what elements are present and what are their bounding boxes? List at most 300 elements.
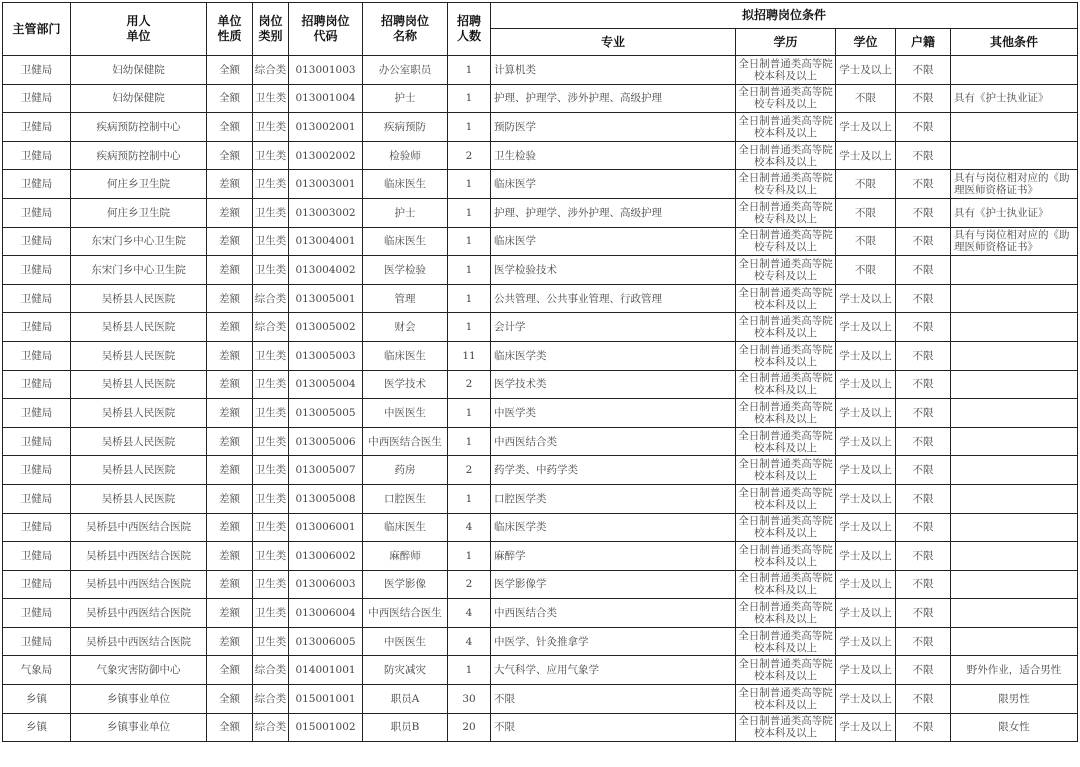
cell-dept: 卫健局 [3, 513, 71, 542]
header-unit: 用人 单位 [71, 3, 207, 56]
cell-dept: 卫健局 [3, 56, 71, 85]
cell-major: 卫生检验 [491, 141, 736, 170]
header-conditions: 拟招聘岗位条件 [491, 3, 1078, 29]
cell-major: 中西医结合类 [491, 599, 736, 628]
table-row [3, 513, 1078, 542]
table-row [3, 599, 1078, 628]
table-row [3, 284, 1078, 313]
cell-count: 1 [448, 84, 491, 113]
cell-position: 临床医生 [363, 170, 448, 199]
cell-category: 卫生类 [253, 456, 289, 485]
cell-degree: 不限 [836, 256, 896, 285]
cell-other [951, 427, 1078, 456]
cell-hukou: 不限 [896, 84, 951, 113]
cell-major: 护理、护理学、涉外护理、高级护理 [491, 84, 736, 113]
cell-dept: 卫健局 [3, 170, 71, 199]
cell-count: 1 [448, 227, 491, 256]
cell-degree: 学士及以上 [836, 313, 896, 342]
cell-unit: 乡镇事业单位 [71, 713, 207, 742]
cell-education: 全日制普通类高等院校本科及以上 [736, 456, 836, 485]
cell-position: 中西医结合医生 [363, 599, 448, 628]
cell-major: 临床医学类 [491, 513, 736, 542]
header-name: 招聘岗位 名称 [363, 3, 448, 56]
cell-count: 2 [448, 456, 491, 485]
header-dept: 主管部门 [3, 3, 71, 56]
cell-category: 卫生类 [253, 170, 289, 199]
cell-count: 2 [448, 141, 491, 170]
cell-count: 1 [448, 656, 491, 685]
cell-degree: 学士及以上 [836, 456, 896, 485]
cell-other [951, 341, 1078, 370]
table-row [3, 341, 1078, 370]
cell-education: 全日制普通类高等院校专科及以上 [736, 170, 836, 199]
cell-degree: 学士及以上 [836, 427, 896, 456]
cell-code: 013003002 [289, 198, 363, 227]
cell-unit: 吴桥县人民医院 [71, 313, 207, 342]
cell-category: 卫生类 [253, 84, 289, 113]
cell-degree: 学士及以上 [836, 113, 896, 142]
cell-category: 综合类 [253, 685, 289, 714]
cell-nature: 差额 [207, 256, 253, 285]
cell-other [951, 484, 1078, 513]
cell-major: 会计学 [491, 313, 736, 342]
cell-major: 医学技术类 [491, 370, 736, 399]
cell-unit: 吴桥县人民医院 [71, 427, 207, 456]
cell-major: 口腔医学类 [491, 484, 736, 513]
table-row [3, 370, 1078, 399]
cell-hukou: 不限 [896, 427, 951, 456]
header-major: 专业 [491, 29, 736, 56]
cell-unit: 妇幼保健院 [71, 56, 207, 85]
cell-education: 全日制普通类高等院校专科及以上 [736, 198, 836, 227]
cell-position: 防灾减灾 [363, 656, 448, 685]
cell-nature: 差额 [207, 542, 253, 571]
cell-dept: 乡镇 [3, 713, 71, 742]
cell-education: 全日制普通类高等院校本科及以上 [736, 656, 836, 685]
cell-degree: 学士及以上 [836, 570, 896, 599]
cell-category: 卫生类 [253, 484, 289, 513]
cell-position: 药房 [363, 456, 448, 485]
cell-position: 办公室职员 [363, 56, 448, 85]
cell-education: 全日制普通类高等院校本科及以上 [736, 627, 836, 656]
cell-category: 综合类 [253, 56, 289, 85]
cell-nature: 差额 [207, 170, 253, 199]
cell-other [951, 399, 1078, 428]
cell-dept: 卫健局 [3, 627, 71, 656]
cell-unit: 乡镇事业单位 [71, 685, 207, 714]
cell-dept: 卫健局 [3, 313, 71, 342]
cell-education: 全日制普通类高等院校本科及以上 [736, 399, 836, 428]
table-row [3, 656, 1078, 685]
cell-degree: 学士及以上 [836, 284, 896, 313]
cell-education: 全日制普通类高等院校本科及以上 [736, 56, 836, 85]
cell-position: 检验师 [363, 141, 448, 170]
cell-major: 大气科学、应用气象学 [491, 656, 736, 685]
cell-unit: 何庄乡卫生院 [71, 170, 207, 199]
cell-unit: 疾病预防控制中心 [71, 113, 207, 142]
cell-hukou: 不限 [896, 513, 951, 542]
cell-count: 1 [448, 399, 491, 428]
cell-degree: 学士及以上 [836, 713, 896, 742]
cell-dept: 卫健局 [3, 370, 71, 399]
cell-other [951, 141, 1078, 170]
cell-dept: 卫健局 [3, 227, 71, 256]
cell-nature: 差额 [207, 484, 253, 513]
cell-major: 临床医学 [491, 170, 736, 199]
cell-major: 临床医学 [491, 227, 736, 256]
cell-count: 1 [448, 313, 491, 342]
cell-count: 20 [448, 713, 491, 742]
cell-category: 卫生类 [253, 570, 289, 599]
cell-other [951, 370, 1078, 399]
table-row [3, 113, 1078, 142]
cell-position: 中医医生 [363, 399, 448, 428]
cell-count: 30 [448, 685, 491, 714]
cell-category: 综合类 [253, 656, 289, 685]
cell-other [951, 284, 1078, 313]
cell-hukou: 不限 [896, 370, 951, 399]
recruitment-table [2, 2, 1078, 742]
cell-count: 1 [448, 170, 491, 199]
cell-degree: 不限 [836, 170, 896, 199]
cell-nature: 差额 [207, 627, 253, 656]
cell-code: 013004001 [289, 227, 363, 256]
cell-hukou: 不限 [896, 227, 951, 256]
cell-education: 全日制普通类高等院校本科及以上 [736, 370, 836, 399]
cell-other [951, 513, 1078, 542]
cell-major: 中西医结合类 [491, 427, 736, 456]
cell-other: 具有《护士执业证》 [951, 84, 1078, 113]
cell-degree: 学士及以上 [836, 656, 896, 685]
cell-category: 卫生类 [253, 627, 289, 656]
cell-position: 职员B [363, 713, 448, 742]
cell-other [951, 256, 1078, 285]
cell-education: 全日制普通类高等院校专科及以上 [736, 227, 836, 256]
cell-education: 全日制普通类高等院校本科及以上 [736, 484, 836, 513]
cell-degree: 学士及以上 [836, 542, 896, 571]
cell-count: 2 [448, 370, 491, 399]
cell-code: 013001003 [289, 56, 363, 85]
cell-nature: 全额 [207, 656, 253, 685]
table-row [3, 256, 1078, 285]
cell-unit: 吴桥县人民医院 [71, 370, 207, 399]
cell-other [951, 599, 1078, 628]
cell-position: 护士 [363, 198, 448, 227]
cell-category: 卫生类 [253, 227, 289, 256]
cell-code: 013005002 [289, 313, 363, 342]
cell-degree: 学士及以上 [836, 599, 896, 628]
cell-dept: 卫健局 [3, 256, 71, 285]
header-nature: 单位 性质 [207, 3, 253, 56]
cell-unit: 疾病预防控制中心 [71, 141, 207, 170]
cell-major: 不限 [491, 685, 736, 714]
cell-dept: 卫健局 [3, 542, 71, 571]
cell-hukou: 不限 [896, 341, 951, 370]
cell-education: 全日制普通类高等院校本科及以上 [736, 313, 836, 342]
cell-position: 管理 [363, 284, 448, 313]
cell-category: 卫生类 [253, 198, 289, 227]
header-hukou: 户籍 [896, 29, 951, 56]
cell-position: 护士 [363, 84, 448, 113]
cell-dept: 卫健局 [3, 599, 71, 628]
table-row [3, 198, 1078, 227]
cell-code: 013004002 [289, 256, 363, 285]
cell-category: 卫生类 [253, 370, 289, 399]
cell-degree: 不限 [836, 227, 896, 256]
cell-count: 11 [448, 341, 491, 370]
cell-dept: 卫健局 [3, 399, 71, 428]
cell-count: 1 [448, 427, 491, 456]
cell-dept: 卫健局 [3, 456, 71, 485]
table-row [3, 427, 1078, 456]
cell-degree: 学士及以上 [836, 685, 896, 714]
cell-category: 卫生类 [253, 141, 289, 170]
cell-code: 013002002 [289, 141, 363, 170]
cell-unit: 吴桥县人民医院 [71, 284, 207, 313]
cell-other: 限男性 [951, 685, 1078, 714]
cell-code: 013006001 [289, 513, 363, 542]
cell-code: 013005001 [289, 284, 363, 313]
cell-other [951, 627, 1078, 656]
header-category: 岗位 类别 [253, 3, 289, 56]
header-count: 招聘 人数 [448, 3, 491, 56]
cell-education: 全日制普通类高等院校专科及以上 [736, 84, 836, 113]
cell-hukou: 不限 [896, 113, 951, 142]
cell-nature: 全额 [207, 113, 253, 142]
cell-education: 全日制普通类高等院校本科及以上 [736, 685, 836, 714]
cell-major: 临床医学类 [491, 341, 736, 370]
cell-unit: 吴桥县中西医结合医院 [71, 627, 207, 656]
cell-code: 013002001 [289, 113, 363, 142]
cell-hukou: 不限 [896, 313, 951, 342]
cell-major: 药学类、中药学类 [491, 456, 736, 485]
cell-education: 全日制普通类高等院校本科及以上 [736, 713, 836, 742]
cell-nature: 全额 [207, 56, 253, 85]
cell-position: 医学检验 [363, 256, 448, 285]
cell-hukou: 不限 [896, 713, 951, 742]
table-row [3, 627, 1078, 656]
cell-unit: 东宋门乡中心卫生院 [71, 256, 207, 285]
cell-nature: 差额 [207, 313, 253, 342]
cell-nature: 全额 [207, 84, 253, 113]
cell-dept: 卫健局 [3, 141, 71, 170]
cell-hukou: 不限 [896, 284, 951, 313]
cell-other: 具有与岗位相对应的《助理医师资格证书》 [951, 170, 1078, 199]
cell-position: 麻醉师 [363, 542, 448, 571]
cell-category: 卫生类 [253, 427, 289, 456]
cell-unit: 吴桥县人民医院 [71, 484, 207, 513]
cell-unit: 吴桥县中西医结合医院 [71, 599, 207, 628]
table-row [3, 456, 1078, 485]
cell-code: 015001002 [289, 713, 363, 742]
cell-hukou: 不限 [896, 399, 951, 428]
cell-count: 4 [448, 627, 491, 656]
cell-hukou: 不限 [896, 656, 951, 685]
cell-code: 013005004 [289, 370, 363, 399]
cell-hukou: 不限 [896, 198, 951, 227]
cell-nature: 差额 [207, 399, 253, 428]
cell-count: 4 [448, 599, 491, 628]
cell-position: 职员A [363, 685, 448, 714]
cell-hukou: 不限 [896, 599, 951, 628]
cell-unit: 妇幼保健院 [71, 84, 207, 113]
cell-dept: 卫健局 [3, 284, 71, 313]
cell-count: 1 [448, 284, 491, 313]
table-row [3, 56, 1078, 85]
cell-position: 临床医生 [363, 513, 448, 542]
cell-hukou: 不限 [896, 685, 951, 714]
cell-dept: 卫健局 [3, 341, 71, 370]
cell-major: 护理、护理学、涉外护理、高级护理 [491, 198, 736, 227]
cell-count: 4 [448, 513, 491, 542]
cell-count: 1 [448, 484, 491, 513]
cell-dept: 卫健局 [3, 198, 71, 227]
cell-position: 疾病预防 [363, 113, 448, 142]
table-row [3, 542, 1078, 571]
cell-unit: 吴桥县人民医院 [71, 456, 207, 485]
cell-count: 1 [448, 56, 491, 85]
cell-degree: 学士及以上 [836, 56, 896, 85]
header-row-1 [3, 3, 1078, 29]
cell-nature: 全额 [207, 141, 253, 170]
cell-nature: 差额 [207, 599, 253, 628]
table-row [3, 570, 1078, 599]
cell-nature: 差额 [207, 570, 253, 599]
cell-nature: 差额 [207, 370, 253, 399]
header-other: 其他条件 [951, 29, 1078, 56]
cell-code: 013005003 [289, 341, 363, 370]
cell-dept: 卫健局 [3, 113, 71, 142]
cell-category: 综合类 [253, 713, 289, 742]
cell-unit: 吴桥县中西医结合医院 [71, 513, 207, 542]
cell-other [951, 456, 1078, 485]
header-degree: 学位 [836, 29, 896, 56]
cell-education: 全日制普通类高等院校本科及以上 [736, 542, 836, 571]
cell-code: 013006004 [289, 599, 363, 628]
cell-education: 全日制普通类高等院校本科及以上 [736, 513, 836, 542]
cell-major: 麻醉学 [491, 542, 736, 571]
cell-unit: 吴桥县人民医院 [71, 341, 207, 370]
cell-education: 全日制普通类高等院校专科及以上 [736, 256, 836, 285]
cell-education: 全日制普通类高等院校本科及以上 [736, 341, 836, 370]
cell-other: 野外作业，适合男性 [951, 656, 1078, 685]
cell-dept: 乡镇 [3, 685, 71, 714]
cell-degree: 学士及以上 [836, 513, 896, 542]
cell-degree: 学士及以上 [836, 370, 896, 399]
cell-nature: 差额 [207, 284, 253, 313]
cell-unit: 气象灾害防御中心 [71, 656, 207, 685]
cell-major: 计算机类 [491, 56, 736, 85]
cell-hukou: 不限 [896, 170, 951, 199]
table-row [3, 713, 1078, 742]
cell-position: 医学影像 [363, 570, 448, 599]
cell-nature: 差额 [207, 227, 253, 256]
cell-category: 卫生类 [253, 399, 289, 428]
cell-category: 卫生类 [253, 113, 289, 142]
cell-hukou: 不限 [896, 256, 951, 285]
cell-hukou: 不限 [896, 141, 951, 170]
cell-code: 013005006 [289, 427, 363, 456]
cell-major: 中医学、针灸推拿学 [491, 627, 736, 656]
cell-hukou: 不限 [896, 56, 951, 85]
cell-category: 卫生类 [253, 513, 289, 542]
cell-education: 全日制普通类高等院校本科及以上 [736, 599, 836, 628]
table-body [3, 56, 1078, 742]
cell-category: 卫生类 [253, 341, 289, 370]
cell-category: 卫生类 [253, 599, 289, 628]
cell-education: 全日制普通类高等院校本科及以上 [736, 113, 836, 142]
table-row [3, 84, 1078, 113]
cell-other: 具有与岗位相对应的《助理医师资格证书》 [951, 227, 1078, 256]
table-row [3, 685, 1078, 714]
table-row [3, 484, 1078, 513]
cell-education: 全日制普通类高等院校本科及以上 [736, 141, 836, 170]
cell-degree: 不限 [836, 84, 896, 113]
cell-position: 中医医生 [363, 627, 448, 656]
cell-degree: 学士及以上 [836, 141, 896, 170]
cell-count: 1 [448, 113, 491, 142]
cell-major: 医学影像学 [491, 570, 736, 599]
cell-other [951, 313, 1078, 342]
cell-nature: 全额 [207, 685, 253, 714]
header-education: 学历 [736, 29, 836, 56]
cell-nature: 差额 [207, 513, 253, 542]
cell-nature: 差额 [207, 456, 253, 485]
cell-dept: 卫健局 [3, 427, 71, 456]
cell-code: 013003001 [289, 170, 363, 199]
cell-major: 不限 [491, 713, 736, 742]
cell-unit: 何庄乡卫生院 [71, 198, 207, 227]
cell-category: 卫生类 [253, 542, 289, 571]
cell-code: 013005008 [289, 484, 363, 513]
cell-code: 013006005 [289, 627, 363, 656]
cell-hukou: 不限 [896, 627, 951, 656]
cell-hukou: 不限 [896, 484, 951, 513]
table-row [3, 170, 1078, 199]
cell-major: 公共管理、公共事业管理、行政管理 [491, 284, 736, 313]
cell-dept: 卫健局 [3, 484, 71, 513]
table-row [3, 141, 1078, 170]
cell-dept: 卫健局 [3, 570, 71, 599]
cell-other [951, 542, 1078, 571]
cell-position: 中西医结合医生 [363, 427, 448, 456]
cell-nature: 全额 [207, 713, 253, 742]
cell-other: 限女性 [951, 713, 1078, 742]
cell-education: 全日制普通类高等院校本科及以上 [736, 570, 836, 599]
cell-unit: 东宋门乡中心卫生院 [71, 227, 207, 256]
cell-unit: 吴桥县中西医结合医院 [71, 542, 207, 571]
cell-major: 医学检验技术 [491, 256, 736, 285]
cell-count: 1 [448, 542, 491, 571]
cell-other [951, 113, 1078, 142]
cell-code: 013005007 [289, 456, 363, 485]
cell-position: 财会 [363, 313, 448, 342]
cell-nature: 差额 [207, 198, 253, 227]
cell-degree: 不限 [836, 198, 896, 227]
cell-code: 013006003 [289, 570, 363, 599]
cell-unit: 吴桥县人民医院 [71, 399, 207, 428]
cell-degree: 学士及以上 [836, 399, 896, 428]
cell-education: 全日制普通类高等院校本科及以上 [736, 427, 836, 456]
header-code: 招聘岗位 代码 [289, 3, 363, 56]
table-row [3, 313, 1078, 342]
cell-position: 临床医生 [363, 341, 448, 370]
cell-other [951, 570, 1078, 599]
table-row [3, 399, 1078, 428]
cell-other: 具有《护士执业证》 [951, 198, 1078, 227]
cell-category: 综合类 [253, 284, 289, 313]
table-row [3, 227, 1078, 256]
